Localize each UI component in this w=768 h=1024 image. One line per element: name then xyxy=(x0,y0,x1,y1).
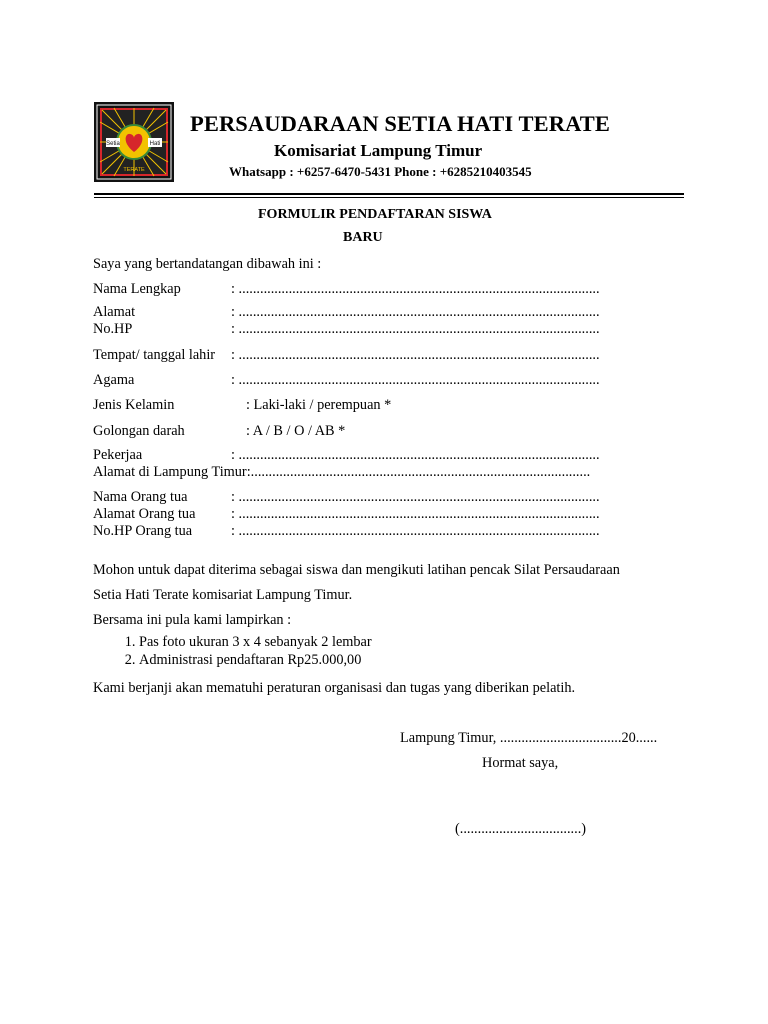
field-value-alamat: : ..................................................................................................... xyxy=(231,304,600,320)
request-text-line2: Setia Hati Terate komisariat Lampung Timur. xyxy=(93,587,353,603)
list-item: 2. Administrasi pendaftaran Rp25.000,00 xyxy=(139,651,372,669)
list-item: 1. Pas foto ukuran 3 x 4 sebanyak 2 lembar xyxy=(139,633,372,651)
field-value-nama-orang-tua: : ..................................................................................................... xyxy=(231,489,600,505)
attachments-list xyxy=(93,633,372,669)
field-label-agama: Agama xyxy=(93,372,135,388)
signature-line: (..................................) xyxy=(455,821,587,837)
field-label-pekerjaan: Pekerjaa xyxy=(93,447,143,463)
field-value-golongan-darah: : A / B / O / AB * xyxy=(246,423,346,439)
field-value-jenis-kelamin: : Laki-laki / perempuan * xyxy=(246,397,392,413)
field-label-no-hp-orang-tua: No.HP Orang tua xyxy=(93,523,193,539)
field-label-alamat-lampung-timur xyxy=(93,464,590,481)
header-divider-thin xyxy=(94,197,684,198)
contact-info: Whatsapp : +6257-6470-5431 Phone : +6285210403545 xyxy=(229,164,532,179)
logo-text-right: Hati xyxy=(149,141,161,147)
field-value-agama: : ..................................................................................................... xyxy=(231,372,600,388)
field-label-alamat-orang-tua: Alamat Orang tua xyxy=(93,506,196,522)
field-value-no-hp: : ..................................................................................................... xyxy=(231,321,600,337)
field-label-nama-orang-tua: Nama Orang tua xyxy=(93,489,188,505)
field-value-tempat-tanggal-lahir: : ..................................................................................................... xyxy=(231,347,600,363)
field-label-jenis-kelamin: Jenis Kelamin xyxy=(93,397,175,413)
field-label-alamat-lampung-timur-text: Alamat di Lampung Timur: xyxy=(93,464,251,480)
field-label-no-hp: No.HP xyxy=(93,321,133,337)
field-value-no-hp-orang-tua: : ..................................................................................................... xyxy=(231,523,600,539)
field-value-pekerjaan: : ..................................................................................................... xyxy=(231,447,600,463)
commissariat-name: Komisariat Lampung Timur xyxy=(274,141,483,160)
request-text-line1: Mohon untuk dapat diterima sebagai siswa dan mengikuti latihan pencak Silat Persaudaraan xyxy=(93,562,620,578)
organization-name: PERSAUDARAAN SETIA HATI TERATE xyxy=(190,111,610,136)
field-label-nama-lengkap: Nama Lengkap xyxy=(93,281,181,297)
closing-text: Hormat saya, xyxy=(482,755,559,771)
logo-text-bottom: TERATE xyxy=(123,167,145,173)
field-value-alamat-orang-tua: : ..................................................................................................... xyxy=(231,506,600,522)
field-value-alamat-lampung-timur: ............................................................................................... xyxy=(250,464,591,480)
field-value-nama-lengkap: : ..................................................................................................... xyxy=(231,281,600,297)
form-title-line2: BARU xyxy=(343,230,383,245)
attachments-intro: Bersama ini pula kami lampirkan : xyxy=(93,612,292,628)
field-label-alamat: Alamat xyxy=(93,304,136,320)
header-divider-thick xyxy=(94,193,684,195)
place-date: Lampung Timur, ..................................20...... xyxy=(400,730,658,746)
promise-text: Kami berjanji akan mematuhi peraturan organisasi dan tugas yang diberikan pelatih. xyxy=(93,680,576,696)
logo-text-left: Setia xyxy=(106,141,120,147)
field-label-tempat-tanggal-lahir: Tempat/ tanggal lahir xyxy=(93,347,216,363)
field-label-golongan-darah: Golongan darah xyxy=(93,423,185,439)
intro-text: Saya yang bertandatangan dibawah ini : xyxy=(93,256,322,272)
organization-logo xyxy=(94,102,174,182)
form-title: FORMULIR PENDAFTARAN SISWA xyxy=(258,207,492,222)
